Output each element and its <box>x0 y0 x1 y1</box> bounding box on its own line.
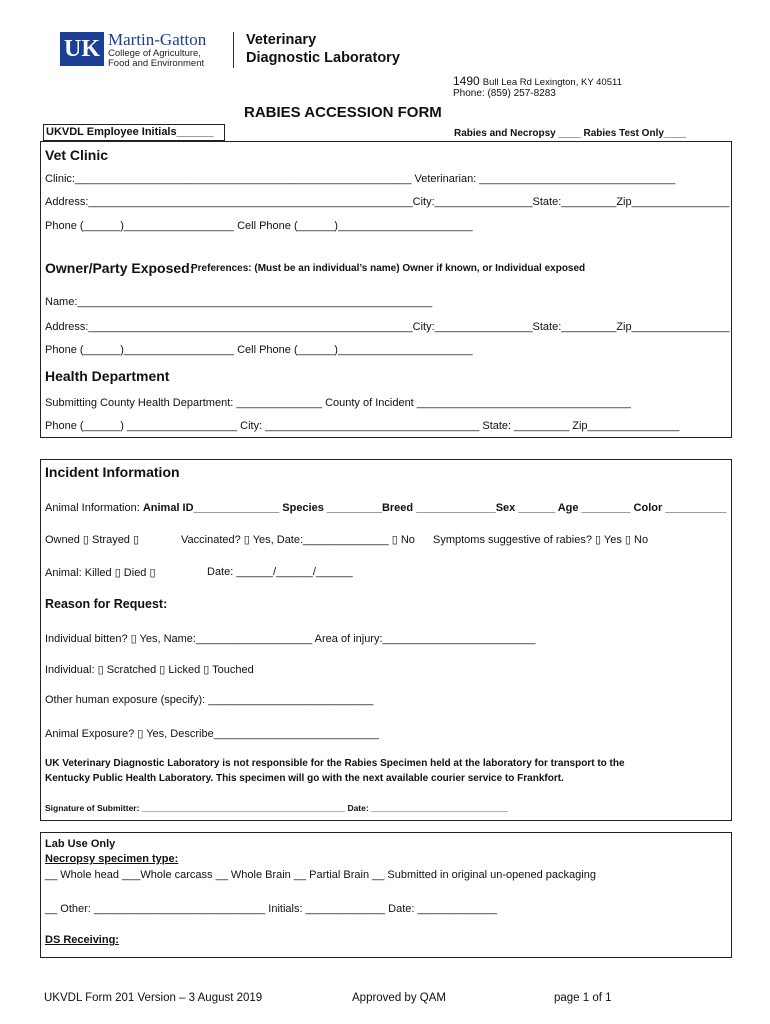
specimen-options[interactable]: __ Whole head ___Whole carcass __ Whole Brain __ Partial Brain __ Submitted in original un-opened packaging <box>45 869 596 881</box>
disclaimer-line1: UK Veterinary Diagnostic Laboratory is not responsible for the Rabies Specimen held at the laboratory for transport to the <box>45 758 625 769</box>
vet-clinic-title: Vet Clinic <box>45 147 109 163</box>
health-dept-county-line[interactable]: Submitting County Health Department: ______________ County of Incident ___________________________________ <box>45 397 631 409</box>
college-line2: Food and Environment <box>108 58 205 69</box>
lab-name-line2: Diagnostic Laboratory <box>246 50 400 66</box>
owned-strayed[interactable]: Owned ▯ Strayed ▯ <box>45 534 140 546</box>
animal-info-label: Animal Information: <box>45 502 140 514</box>
health-dept-title: Health Department <box>45 368 170 384</box>
lab-use-title: Lab Use Only <box>45 838 116 850</box>
necropsy-label: Necropsy specimen type: <box>45 853 179 865</box>
animal-info-line[interactable] <box>45 502 727 514</box>
footer-page: page 1 of 1 <box>554 992 612 1004</box>
individual-bitten-line[interactable]: Individual bitten? ▯ Yes, Name:___________________ Area of injury:_________________________ <box>45 633 536 645</box>
clinic-line[interactable]: Clinic:_______________________________________________________ Veterinarian: ________________________________ <box>45 173 676 185</box>
college-line1: College of Agriculture, <box>108 48 201 59</box>
owner-title: Owner/Party Exposed: <box>45 260 195 276</box>
clinic-address-line[interactable]: Address:_____________________________________________________City:________________State:_________Zip________________ <box>45 196 730 208</box>
ds-receiving: DS Receiving: <box>45 934 119 946</box>
owner-address-line[interactable]: Address:_____________________________________________________City:________________State:_________Zip________________ <box>45 321 730 333</box>
animal-killed-died[interactable]: Animal: Killed ▯ Died ▯ <box>45 567 156 579</box>
animal-exposure-line[interactable]: Animal Exposure? ▯ Yes, Describe___________________________ <box>45 728 379 740</box>
individual-exposure-line[interactable]: Individual: ▯ Scratched ▯ Licked ▯ Touched <box>45 664 254 676</box>
other-exposure-line[interactable]: Other human exposure (specify): ___________________________ <box>45 694 374 706</box>
footer-form-version: UKVDL Form 201 Version – 3 August 2019 <box>44 992 263 1004</box>
address-number: 1490 <box>453 74 480 88</box>
signature-line[interactable]: Signature of Submitter: ___________________________________________ Date: _____________________________ <box>45 803 509 813</box>
animal-info-fields: Animal ID______________ Species _________Breed _____________Sex ______ Age ________ Color __________ <box>142 502 727 514</box>
footer-approved: Approved by QAM <box>352 992 446 1004</box>
employee-initials: UKVDL Employee Initials______ <box>46 126 214 138</box>
incident-title: Incident Information <box>45 464 180 480</box>
lab-phone: Phone: (859) 257-8283 <box>453 88 556 99</box>
address-street: Bull Lea Rd Lexington, KY 40511 <box>482 77 622 88</box>
test-type: Rabies and Necropsy ____ Rabies Test Only____ <box>454 128 687 139</box>
college-name: Martin-Gatton <box>108 30 207 49</box>
lab-use-section <box>40 832 732 958</box>
health-dept-phone-line[interactable]: Phone (______) __________________ City: ___________________________________ State: _________ Zip_______________ <box>45 420 680 432</box>
lab-name-line1: Veterinary <box>246 32 317 48</box>
incident-date-line[interactable]: Date: ______/______/______ <box>207 566 353 578</box>
owner-name-line[interactable]: Name:__________________________________________________________ <box>45 296 433 308</box>
lab-address <box>453 74 622 88</box>
vaccinated-line[interactable]: Vaccinated? ▯ Yes, Date:______________ ▯ No <box>181 534 415 546</box>
header-divider <box>233 32 234 68</box>
reason-title: Reason for Request: <box>45 597 168 611</box>
owner-phone-line[interactable]: Phone (______)__________________ Cell Phone (______)______________________ <box>45 344 473 356</box>
uk-logo: UK <box>60 32 104 66</box>
clinic-phone-line[interactable]: Phone (______)__________________ Cell Phone (______)______________________ <box>45 220 473 232</box>
lab-other-line[interactable]: __ Other: ____________________________ Initials: _____________ Date: _____________ <box>45 903 498 915</box>
submitter-section <box>40 141 732 438</box>
symptoms-line[interactable]: Symptoms suggestive of rabies? ▯ Yes ▯ No <box>433 534 649 546</box>
form-title: RABIES ACCESSION FORM <box>244 104 442 121</box>
disclaimer-line2: Kentucky Public Health Laboratory. This specimen will go with the next available courier service to Frankfort. <box>45 773 564 784</box>
owner-preferences: Preferences: (Must be an individual’s name) Owner if known, or Individual exposed <box>191 263 586 274</box>
